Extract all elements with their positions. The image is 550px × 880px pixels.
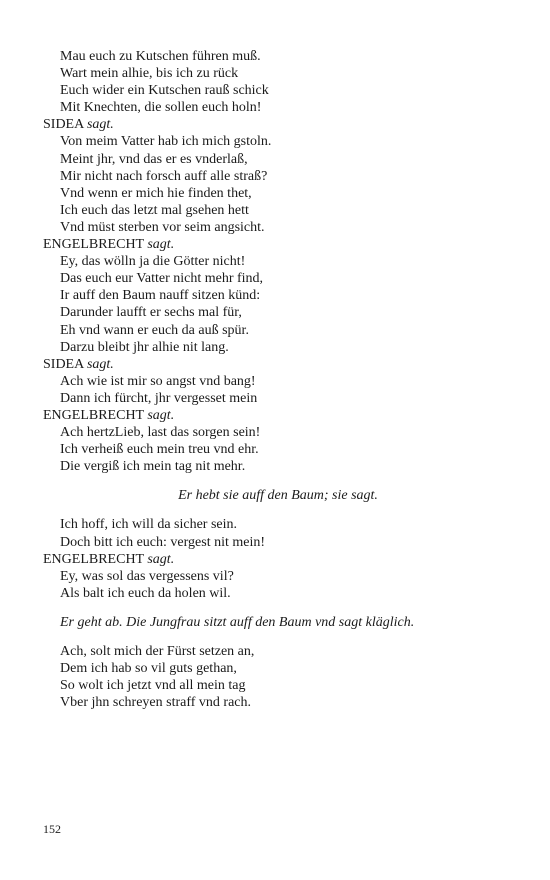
verse-line: Ach wie ist mir so angst vnd bang!	[60, 373, 256, 389]
verse-line: Ir auff den Baum nauff sitzen künd:	[60, 288, 261, 304]
play-text	[43, 48, 513, 711]
speaker-says: sagt.	[147, 407, 175, 423]
verse-line: Ich euch das letzt mal gsehen hett	[60, 202, 249, 218]
verse-line: Die vergiß ich mein tag nit mehr.	[60, 459, 246, 475]
speaker-heading	[43, 551, 513, 568]
speaker-says: sagt.	[86, 117, 114, 133]
verse-line: Dann ich fürcht, jhr vergesset mein	[60, 390, 258, 406]
verse-line: Darzu bleibt jhr alhie nit lang.	[60, 339, 229, 355]
verse-line: Doch bitt ich euch: vergest nit mein!	[60, 534, 266, 550]
verse-line: Von meim Vatter hab ich mich gstoln.	[60, 134, 272, 150]
speaker-heading	[43, 356, 513, 373]
verse-line: Eh vnd wann er euch da auß spür.	[60, 322, 249, 338]
verse-line: Ich verheiß euch mein treu vnd ehr.	[60, 442, 259, 458]
speaker-name: SIDEA	[43, 356, 84, 372]
verse-line: Euch wider ein Kutschen rauß schick	[60, 83, 269, 99]
verse-line: Vnd wenn er mich hie finden thet,	[60, 185, 252, 201]
stage-direction: Er hebt sie auff den Baum; sie sagt.	[178, 488, 378, 504]
verse-line: Ey, das wölln ja die Götter nicht!	[60, 254, 246, 270]
verse-line: Vber jhn schreyen straff vnd rach.	[60, 695, 252, 711]
speaker-name: ENGELBRECHT	[43, 237, 144, 253]
verse-line: Wart mein alhie, bis ich zu rück	[60, 66, 239, 82]
speaker-name: ENGELBRECHT	[43, 407, 144, 423]
speaker-name: SIDEA	[43, 117, 84, 133]
verse-line: Darunder laufft er sechs mal für,	[60, 305, 242, 321]
speaker-heading	[43, 116, 513, 133]
verse-line: Vnd müst sterben vor seim angsicht.	[60, 219, 265, 235]
speaker-says: sagt.	[147, 237, 175, 253]
speaker-says: sagt.	[147, 551, 175, 567]
verse-line: Dem ich hab so vil guts gethan,	[60, 661, 237, 677]
stage-direction: Er geht ab. Die Jungfrau sitzt auff den Baum vnd sagt kläglich.	[60, 614, 415, 630]
speaker-name: ENGELBRECHT	[43, 551, 144, 567]
speaker-says: sagt.	[86, 356, 114, 372]
verse-line: Als balt ich euch da holen wil.	[60, 585, 231, 601]
verse-line: Das euch eur Vatter nicht mehr find,	[60, 271, 264, 287]
verse-line: Meint jhr, vnd das er es vnderlaß,	[60, 151, 248, 167]
speaker-heading	[43, 236, 513, 253]
verse-line: Ach hertzLieb, last das sorgen sein!	[60, 425, 261, 441]
verse-line: Mir nicht nach forsch auff alle straß?	[60, 168, 268, 184]
verse-line: Ich hoff, ich will da sicher sein.	[60, 517, 238, 533]
speaker-heading	[43, 407, 513, 424]
verse-line: Ey, was sol das vergessens vil?	[60, 568, 234, 584]
verse-line: Mit Knechten, die sollen euch holn!	[60, 100, 262, 116]
verse-line: So wolt ich jetzt vnd all mein tag	[60, 678, 246, 694]
verse-line: Ach, solt mich der Fürst setzen an,	[60, 644, 255, 659]
page-number: 152	[43, 822, 61, 836]
verse-line: Mau euch zu Kutschen führen muß.	[60, 49, 261, 64]
